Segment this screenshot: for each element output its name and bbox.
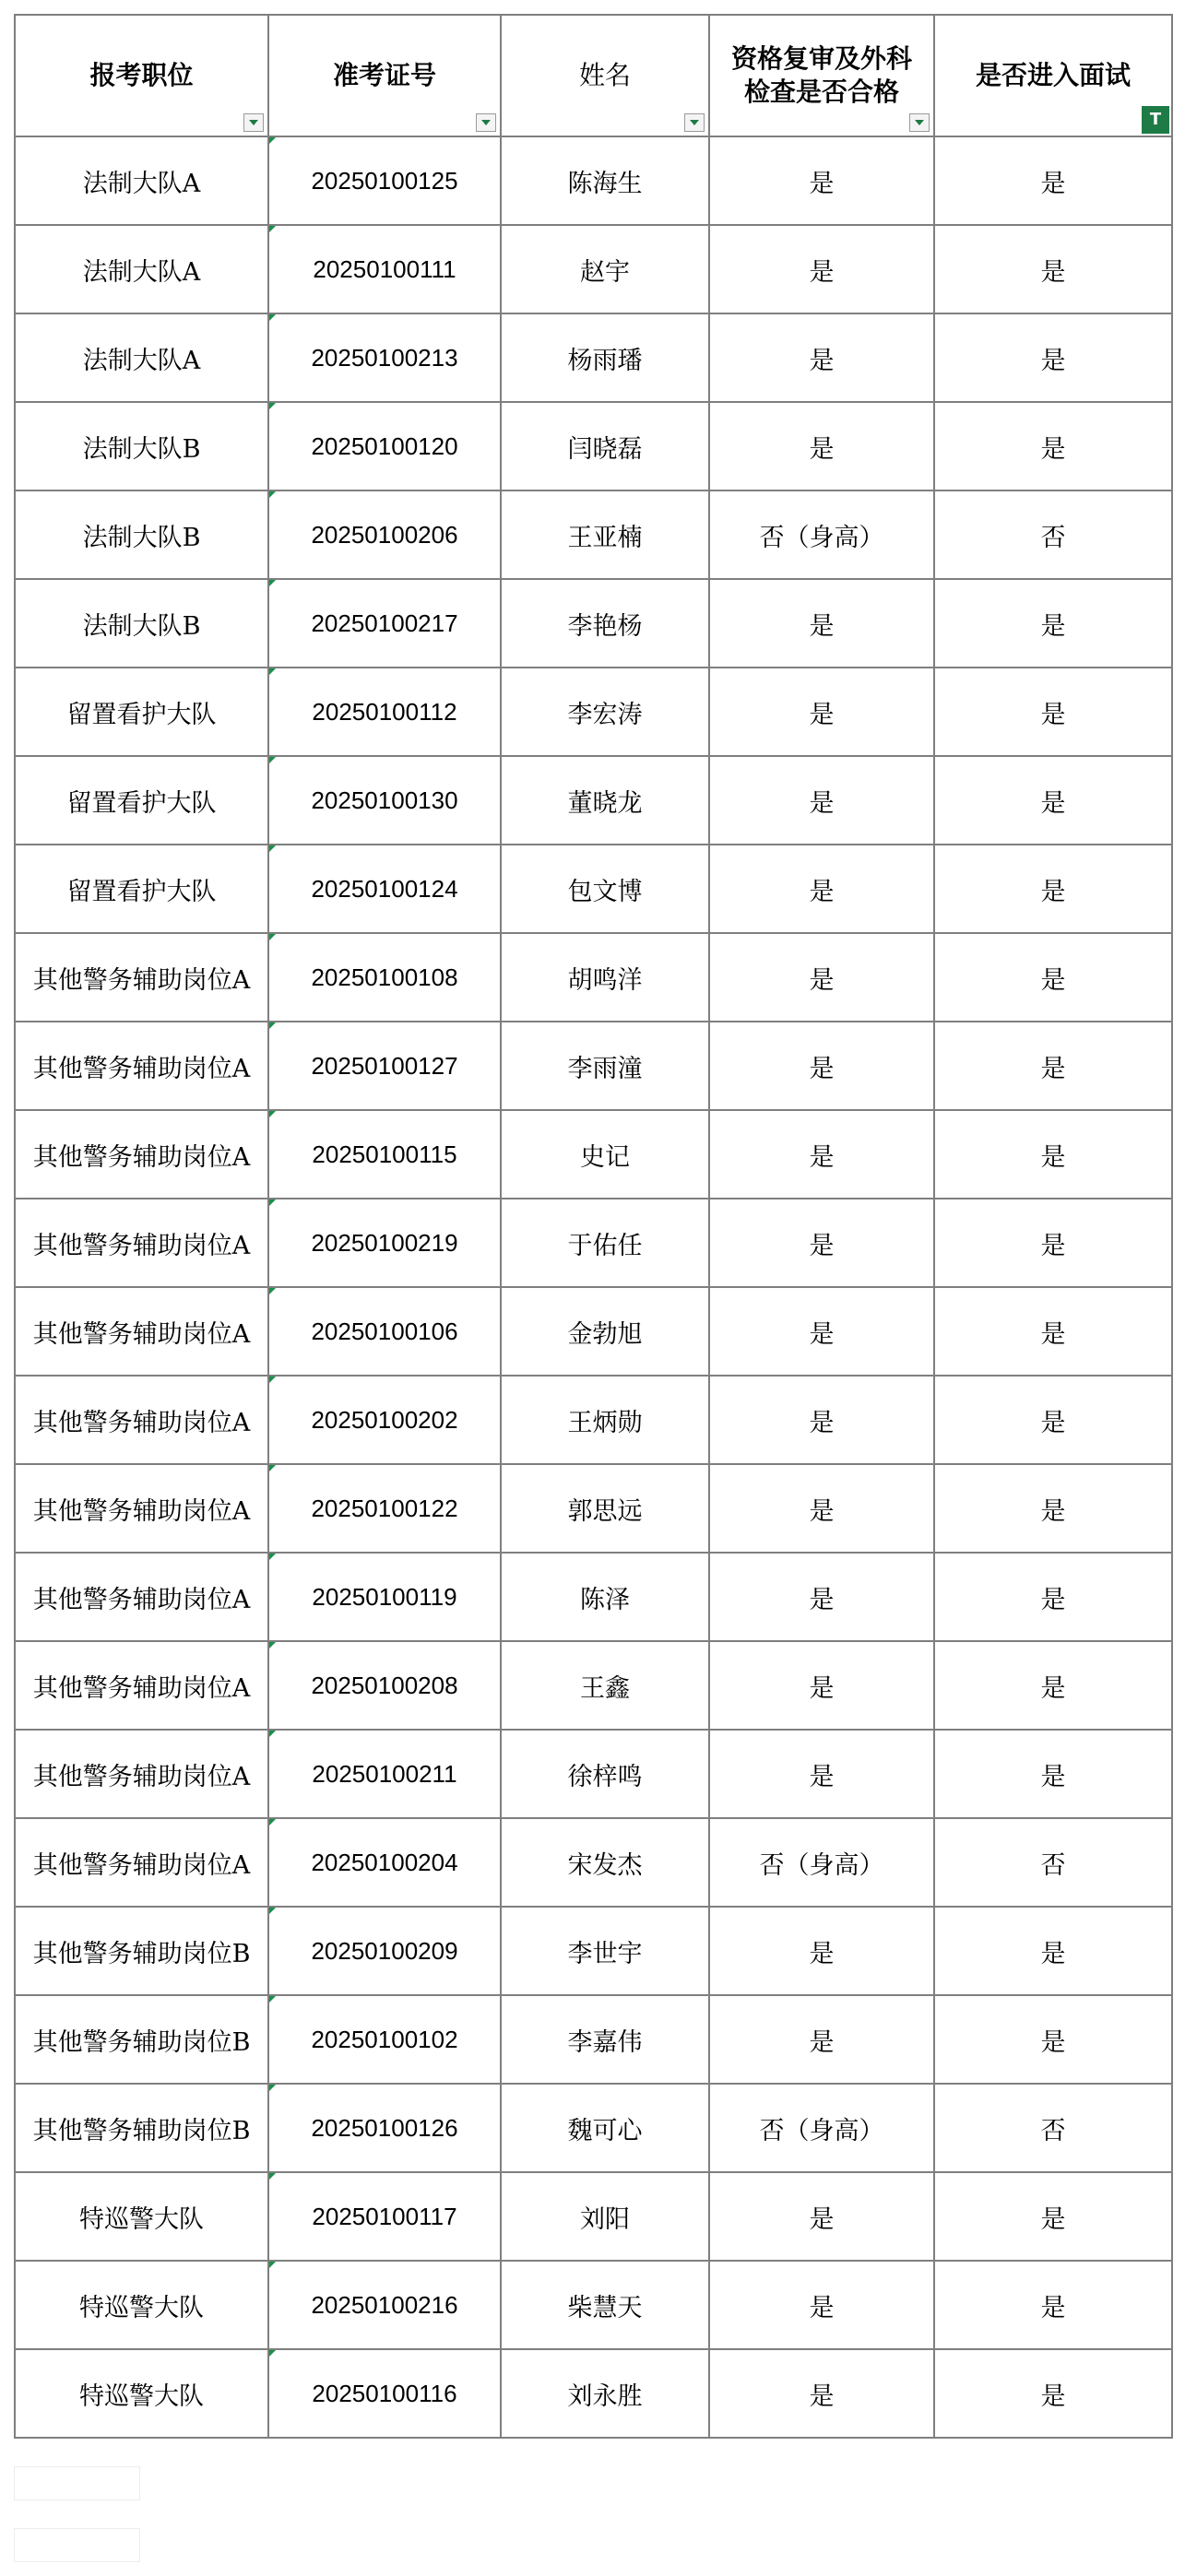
cell-interview[interactable]: 是	[934, 1995, 1172, 2084]
cell-position[interactable]: 其他警务辅助岗位B	[15, 1907, 268, 1995]
cell-exam-number[interactable]: 20250100216	[268, 2261, 501, 2349]
cell-interview[interactable]: 是	[934, 579, 1172, 668]
table-row	[15, 579, 1172, 668]
cell-name[interactable]: 闫晓磊	[501, 402, 709, 490]
cell-position[interactable]: 其他警务辅助岗位A	[15, 1730, 268, 1818]
cell-name[interactable]: 李艳杨	[501, 579, 709, 668]
cell-qualification[interactable]: 是	[709, 845, 934, 933]
cell-exam-number[interactable]: 20250100213	[268, 313, 501, 402]
table-row	[15, 1907, 1172, 1995]
cell-name[interactable]: 魏可心	[501, 2084, 709, 2172]
cell-exam-number[interactable]: 20250100204	[268, 1818, 501, 1907]
table-row	[15, 1818, 1172, 1907]
cell-name[interactable]: 刘永胜	[501, 2349, 709, 2438]
cell-position[interactable]: 特巡警大队	[15, 2349, 268, 2438]
cell-interview[interactable]: 是	[934, 1464, 1172, 1553]
cell-interview[interactable]: 是	[934, 845, 1172, 933]
cell-exam-number[interactable]: 20250100117	[268, 2172, 501, 2261]
cell-interview[interactable]: 是	[934, 2349, 1172, 2438]
cell-position[interactable]: 留置看护大队	[15, 845, 268, 933]
cell-name[interactable]: 史记	[501, 1110, 709, 1199]
table-row	[15, 1022, 1172, 1110]
cell-exam-number[interactable]: 20250100120	[268, 402, 501, 490]
cell-interview[interactable]: 是	[934, 225, 1172, 313]
cell-qualification[interactable]: 是	[709, 1287, 934, 1376]
table-row	[15, 1464, 1172, 1553]
header-interview-label: 是否进入面试	[975, 60, 1131, 90]
cell-interview[interactable]: 是	[934, 402, 1172, 490]
header-name-label: 姓名	[578, 60, 631, 90]
cell-position[interactable]: 留置看护大队	[15, 756, 268, 845]
cell-position[interactable]: 其他警务辅助岗位A	[15, 1553, 268, 1641]
cell-interview[interactable]: 是	[934, 2172, 1172, 2261]
cell-position[interactable]: 其他警务辅助岗位A	[15, 1110, 268, 1199]
table-row	[15, 756, 1172, 845]
cell-exam-number[interactable]: 20250100202	[268, 1376, 501, 1464]
cell-qualification[interactable]: 是	[709, 756, 934, 845]
table-row	[15, 1641, 1172, 1730]
cell-exam-number[interactable]: 20250100116	[268, 2349, 501, 2438]
cell-qualification[interactable]: 是	[709, 579, 934, 668]
cell-exam-number[interactable]: 20250100102	[268, 1995, 501, 2084]
cell-qualification[interactable]: 是	[709, 1199, 934, 1287]
cell-name[interactable]: 陈海生	[501, 136, 709, 225]
cell-qualification[interactable]: 否（身高）	[709, 490, 934, 579]
cell-exam-number[interactable]: 20250100211	[268, 1730, 501, 1818]
cell-position[interactable]: 其他警务辅助岗位A	[15, 1376, 268, 1464]
cell-name[interactable]: 刘阳	[501, 2172, 709, 2261]
spreadsheet	[14, 14, 1171, 2439]
table-row	[15, 1553, 1172, 1641]
cell-qualification[interactable]: 是	[709, 1464, 934, 1553]
cell-position[interactable]: 其他警务辅助岗位A	[15, 1818, 268, 1907]
table-row	[15, 1376, 1172, 1464]
cell-position[interactable]: 法制大队B	[15, 402, 268, 490]
cell-name[interactable]: 王炳勋	[501, 1376, 709, 1464]
cell-qualification[interactable]: 是	[709, 1376, 934, 1464]
cell-interview[interactable]: 是	[934, 136, 1172, 225]
cell-position[interactable]: 法制大队A	[15, 313, 268, 402]
cell-name[interactable]: 王亚楠	[501, 490, 709, 579]
cell-qualification[interactable]: 是	[709, 136, 934, 225]
cell-qualification[interactable]: 是	[709, 2349, 934, 2438]
cell-interview[interactable]: 是	[934, 1907, 1172, 1995]
cell-exam-number[interactable]: 20250100127	[268, 1022, 501, 1110]
table-row	[15, 2261, 1172, 2349]
cell-exam-number[interactable]: 20250100122	[268, 1464, 501, 1553]
cell-position[interactable]: 其他警务辅助岗位A	[15, 1022, 268, 1110]
cell-interview[interactable]: 是	[934, 313, 1172, 402]
table-row	[15, 225, 1172, 313]
cell-qualification[interactable]: 否（身高）	[709, 2084, 934, 2172]
table-row	[15, 668, 1172, 756]
cell-qualification[interactable]: 是	[709, 1730, 934, 1818]
cell-interview[interactable]: 是	[934, 1199, 1172, 1287]
cell-name[interactable]: 李宏涛	[501, 668, 709, 756]
cell-name[interactable]: 包文博	[501, 845, 709, 933]
cell-name[interactable]: 胡鸣洋	[501, 933, 709, 1022]
cell-name[interactable]: 李世宇	[501, 1907, 709, 1995]
cell-exam-number[interactable]: 20250100108	[268, 933, 501, 1022]
cell-exam-number[interactable]: 20250100206	[268, 490, 501, 579]
table-row	[15, 2084, 1172, 2172]
table-row	[15, 1199, 1172, 1287]
cell-position[interactable]: 其他警务辅助岗位B	[15, 2084, 268, 2172]
cell-name[interactable]: 柴慧天	[501, 2261, 709, 2349]
header-qualification[interactable]	[709, 15, 934, 136]
cell-name[interactable]: 董晓龙	[501, 756, 709, 845]
cell-qualification[interactable]: 是	[709, 1022, 934, 1110]
cell-interview[interactable]: 是	[934, 1022, 1172, 1110]
cell-exam-number[interactable]: 20250100124	[268, 845, 501, 933]
cell-exam-number[interactable]: 20250100130	[268, 756, 501, 845]
table-row	[15, 2172, 1172, 2261]
cell-qualification[interactable]: 是	[709, 668, 934, 756]
header-exam-number[interactable]	[268, 15, 501, 136]
cell-exam-number[interactable]: 20250100126	[268, 2084, 501, 2172]
cell-name[interactable]: 赵宇	[501, 225, 709, 313]
cell-qualification[interactable]: 是	[709, 1641, 934, 1730]
cell-name[interactable]: 李雨潼	[501, 1022, 709, 1110]
results-table	[14, 14, 1173, 2439]
table-row	[15, 313, 1172, 402]
header-exam-number-label: 准考证号	[332, 60, 436, 90]
filter-active-icon[interactable]: T	[1142, 106, 1169, 134]
cell-qualification[interactable]: 否（身高）	[709, 1818, 934, 1907]
cell-interview[interactable]: 是	[934, 2261, 1172, 2349]
cell-position[interactable]: 其他警务辅助岗位A	[15, 1641, 268, 1730]
cell-name[interactable]: 李嘉伟	[501, 1995, 709, 2084]
cell-name[interactable]: 金勃旭	[501, 1287, 709, 1376]
cell-name[interactable]: 王鑫	[501, 1641, 709, 1730]
cell-exam-number[interactable]: 20250100217	[268, 579, 501, 668]
cell-interview[interactable]: 是	[934, 933, 1172, 1022]
cell-interview[interactable]: 是	[934, 1110, 1172, 1199]
blank-cell	[14, 2466, 140, 2500]
header-position[interactable]	[15, 15, 268, 136]
cell-interview[interactable]: 是	[934, 1730, 1172, 1818]
cell-exam-number[interactable]: 20250100219	[268, 1199, 501, 1287]
cell-exam-number[interactable]: 20250100111	[268, 225, 501, 313]
cell-name[interactable]: 杨雨璠	[501, 313, 709, 402]
cell-name[interactable]: 徐梓鸣	[501, 1730, 709, 1818]
cell-interview[interactable]: 否	[934, 1818, 1172, 1907]
filter-dropdown-icon[interactable]	[684, 113, 705, 132]
filter-dropdown-icon[interactable]	[909, 113, 930, 132]
cell-qualification[interactable]: 是	[709, 2261, 934, 2349]
header-qualification-label: 资格复审及外科检查是否合格	[730, 43, 912, 107]
cell-qualification[interactable]: 是	[709, 933, 934, 1022]
table-row	[15, 136, 1172, 225]
table-row	[15, 1995, 1172, 2084]
cell-position[interactable]: 其他警务辅助岗位A	[15, 1287, 268, 1376]
cell-exam-number[interactable]: 20250100119	[268, 1553, 501, 1641]
cell-interview[interactable]: 是	[934, 1553, 1172, 1641]
cell-position[interactable]: 留置看护大队	[15, 668, 268, 756]
cell-exam-number[interactable]: 20250100208	[268, 1641, 501, 1730]
cell-position[interactable]: 法制大队A	[15, 225, 268, 313]
cell-interview[interactable]: 是	[934, 756, 1172, 845]
table-row	[15, 1730, 1172, 1818]
cell-exam-number[interactable]: 20250100106	[268, 1287, 501, 1376]
table-row	[15, 1110, 1172, 1199]
cell-exam-number[interactable]: 20250100115	[268, 1110, 501, 1199]
table-row	[15, 845, 1172, 933]
cell-position[interactable]: 特巡警大队	[15, 2261, 268, 2349]
header-name[interactable]	[501, 15, 709, 136]
filter-dropdown-icon[interactable]	[476, 113, 496, 132]
filter-dropdown-icon[interactable]	[243, 113, 264, 132]
header-row	[15, 15, 1172, 136]
header-interview[interactable]	[934, 15, 1172, 136]
cell-position[interactable]: 法制大队B	[15, 579, 268, 668]
cell-qualification[interactable]: 是	[709, 402, 934, 490]
cell-qualification[interactable]: 是	[709, 313, 934, 402]
cell-interview[interactable]: 是	[934, 1376, 1172, 1464]
cell-name[interactable]: 宋发杰	[501, 1818, 709, 1907]
cell-interview[interactable]: 是	[934, 668, 1172, 756]
cell-exam-number[interactable]: 20250100125	[268, 136, 501, 225]
cell-interview[interactable]: 是	[934, 1641, 1172, 1730]
table-row	[15, 2349, 1172, 2438]
cell-qualification[interactable]: 是	[709, 1907, 934, 1995]
cell-qualification[interactable]: 是	[709, 1110, 934, 1199]
cell-qualification[interactable]: 是	[709, 225, 934, 313]
cell-name[interactable]: 陈泽	[501, 1553, 709, 1641]
cell-exam-number[interactable]: 20250100209	[268, 1907, 501, 1995]
table-row	[15, 402, 1172, 490]
cell-name[interactable]: 于佑任	[501, 1199, 709, 1287]
table-row	[15, 1287, 1172, 1376]
table-row	[15, 490, 1172, 579]
cell-qualification[interactable]: 是	[709, 1995, 934, 2084]
cell-qualification[interactable]: 是	[709, 1553, 934, 1641]
table-row	[15, 933, 1172, 1022]
cell-position[interactable]: 其他警务辅助岗位A	[15, 1464, 268, 1553]
cell-position[interactable]: 其他警务辅助岗位B	[15, 1995, 268, 2084]
cell-interview[interactable]: 否	[934, 490, 1172, 579]
cell-exam-number[interactable]: 20250100112	[268, 668, 501, 756]
cell-position[interactable]: 其他警务辅助岗位A	[15, 1199, 268, 1287]
cell-position[interactable]: 特巡警大队	[15, 2172, 268, 2261]
blank-cell	[14, 2528, 140, 2562]
cell-qualification[interactable]: 是	[709, 2172, 934, 2261]
cell-interview[interactable]: 是	[934, 1287, 1172, 1376]
cell-position[interactable]: 法制大队A	[15, 136, 268, 225]
header-position-label: 报考职位	[89, 60, 194, 90]
cell-name[interactable]: 郭思远	[501, 1464, 709, 1553]
cell-position[interactable]: 其他警务辅助岗位A	[15, 933, 268, 1022]
cell-interview[interactable]: 否	[934, 2084, 1172, 2172]
cell-position[interactable]: 法制大队B	[15, 490, 268, 579]
